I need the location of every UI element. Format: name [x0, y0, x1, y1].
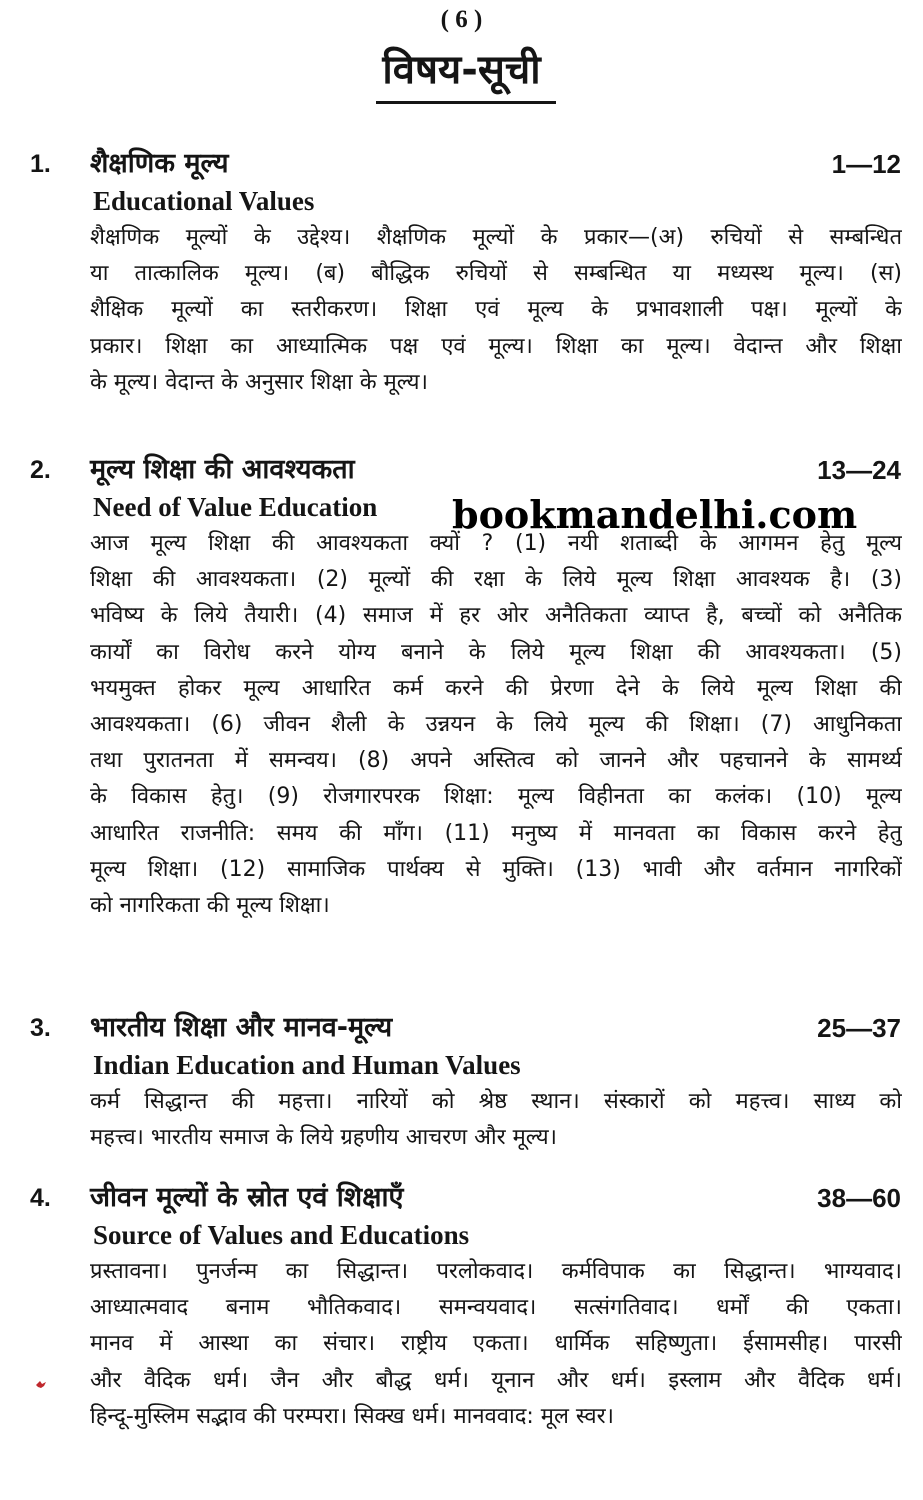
entry-number: 1. — [30, 150, 51, 178]
description-line: शैक्षिक मूल्यों का स्तरीकरण। शिक्षा एवं मूल्य के प्रभावशाली पक्ष। मूल्यों के — [90, 297, 902, 323]
description-line: को नागरिकता की मूल्य शिक्षा। — [90, 892, 330, 918]
description-line: मूल्य शिक्षा। (12) सामाजिक पार्थक्य से मुक्ति। (13) भावी और वर्तमान नागरिकों — [90, 856, 902, 882]
description-line: हिन्दू-मुस्लिम सद्भाव की परम्परा। सिक्ख धर्म। मानववाद: मूल स्वर। — [90, 1403, 614, 1429]
description-line: आधारित राजनीति: समय की माँग। (11) मनुष्य में मानवता का विकास करने हेतु — [90, 820, 902, 846]
description-line: मानव में आस्था का संचार। राष्ट्रीय एकता। धार्मिक सहिष्णुता। ईसामसीह। पारसी — [90, 1331, 902, 1357]
entry-description — [90, 220, 902, 401]
entry-description — [90, 1254, 902, 1435]
entry-title: मूल्य शिक्षा की आवश्यकता — [90, 454, 355, 485]
entry-description — [90, 526, 902, 924]
description-line: तथा पुरातनता में समन्वय। (8) अपने अस्तित्व को जानने और पहचानने के सामर्थ्य — [90, 748, 902, 774]
entry-number: 3. — [30, 1014, 51, 1042]
description-line: आवश्यकता। (6) जीवन शैली के उन्नयन के लिये मूल्य की शिक्षा। (7) आधुनिकता — [90, 711, 902, 737]
entry-description — [90, 1084, 902, 1156]
description-line: प्रकार। शिक्षा का आध्यात्मिक पक्ष एवं मूल्य। शिक्षा का मूल्य। वेदान्त और शिक्षा — [90, 333, 902, 359]
description-line: आध्यात्मवाद बनाम भौतिकवाद। समन्वयवाद। सत्संगतिवाद। धर्मों की एकता। — [90, 1295, 902, 1321]
entry-title: भारतीय शिक्षा और मानव-मूल्य — [90, 1012, 393, 1043]
entry-subtitle: Source of Values and Educations — [93, 1220, 470, 1250]
description-line: के मूल्य। वेदान्त के अनुसार शिक्षा के मूल्य। — [90, 369, 428, 395]
description-line: भयमुक्त होकर मूल्य आधारित कर्म करने की प्रेरणा देने के लिये मूल्य शिक्षा की — [90, 675, 902, 701]
description-line: या तात्कालिक मूल्य। (ब) बौद्धिक रुचियों से सम्बन्धित या मध्यस्थ मूल्य। (स) — [90, 261, 902, 287]
entry-page-range: 38—60 — [817, 1183, 901, 1213]
ink-spot-mark — [35, 1380, 47, 1389]
description-line: भविष्य के लिये तैयारी। (4) समाज में हर ओर अनैतिकता व्याप्त है, बच्चों को अनैतिक — [90, 603, 902, 629]
entry-subtitle: Indian Education and Human Values — [93, 1050, 521, 1080]
description-line: आज मूल्य शिक्षा की आवश्यकता क्यों ? (1) नयी शताब्दी के आगमन हेतु मूल्य — [90, 531, 902, 556]
description-line: और वैदिक धर्म। जैन और बौद्ध धर्म। यूनान और धर्म। इस्लाम और वैदिक धर्म। — [90, 1367, 902, 1393]
description-line: प्रस्तावना। पुनर्जन्म का सिद्धान्त। परलोकवाद। कर्मविपाक का सिद्धान्त। भाग्यवाद। — [90, 1259, 902, 1284]
entry-subtitle: Need of Value Education — [93, 492, 378, 522]
watermark-text: bookmandelhi.com — [452, 492, 858, 537]
description-line: शैक्षणिक मूल्यों के उद्देश्य। शैक्षणिक मूल्यों के प्रकार—(अ) रुचियों से सम्बन्धित — [90, 225, 902, 250]
title-underline — [376, 101, 556, 104]
description-line: शिक्षा की आवश्यकता। (2) मूल्यों की रक्षा के लिये मूल्य शिक्षा आवश्यक है। (3) — [90, 567, 902, 593]
description-line: महत्त्व। भारतीय समाज के लिये ग्रहणीय आचरण और मूल्य। — [90, 1125, 557, 1151]
entry-page-range: 13—24 — [817, 455, 901, 485]
page-title: विषय-सूची — [382, 47, 541, 93]
page-number: ( 6 ) — [440, 6, 483, 33]
entry-subtitle: Educational Values — [93, 186, 315, 216]
description-line: कार्यों का विरोध करने योग्य बनाने के लिये मूल्य शिक्षा की आवश्यकता। (5) — [90, 639, 902, 665]
description-line: कर्म सिद्धान्त की महत्ता। नारियों को श्रेष्ठ स्थान। संस्कारों को महत्त्व। साध्य को — [90, 1089, 902, 1114]
entry-number: 2. — [30, 456, 51, 484]
entry-title: शैक्षणिक मूल्य — [90, 148, 229, 179]
entry-number: 4. — [30, 1184, 51, 1212]
description-line: के विकास हेतु। (9) रोजगारपरक शिक्षा: मूल्य विहीनता का कलंक। (10) मूल्य — [90, 784, 902, 810]
entry-title: जीवन मूल्यों के स्रोत एवं शिक्षाएँ — [90, 1182, 404, 1213]
entry-page-range: 25—37 — [817, 1013, 901, 1043]
entry-page-range: 1—12 — [831, 149, 901, 179]
